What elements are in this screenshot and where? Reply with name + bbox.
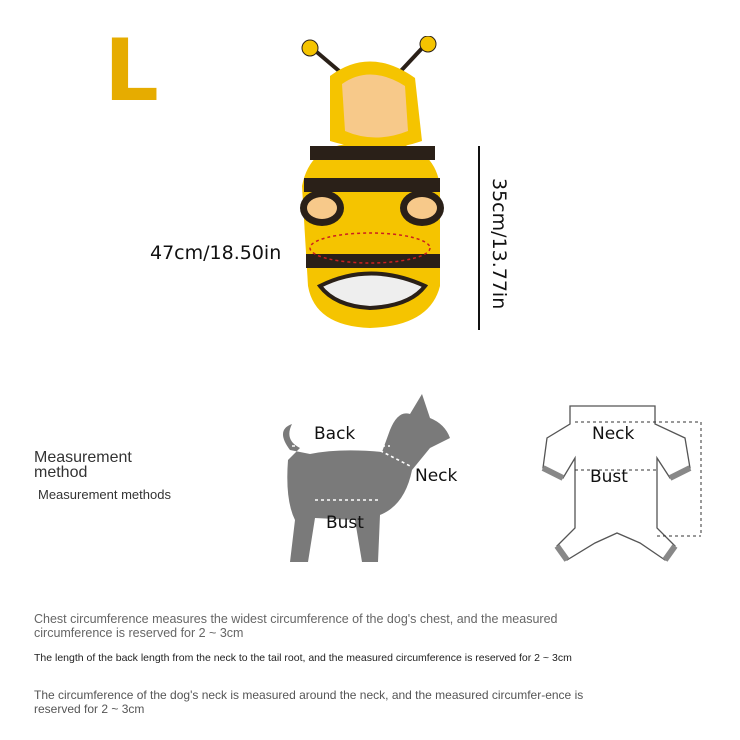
chest-measurement: 47cm/18.50in xyxy=(150,242,282,264)
dog-neck-label: Neck xyxy=(415,466,458,486)
hood-lining xyxy=(342,74,408,137)
length-measure-line xyxy=(478,146,480,330)
neck-note: The circumference of the dog's neck is measured around the neck, and the measured circumfer-ence is reserved for 2 ~ 3cm xyxy=(34,688,584,716)
back-note: The length of the back length from the neck to the tail root, and the measured circumference is reserved for 2 ~ 3cm xyxy=(34,652,572,664)
method-subtitle: Measurement methods xyxy=(38,487,171,502)
right-antenna-ball xyxy=(420,36,436,52)
dog-bust-label: Bust xyxy=(326,513,364,533)
dog-back-label: Back xyxy=(314,424,356,444)
length-measurement: 35cm/13.77in xyxy=(488,178,510,310)
garment-neck-label: Neck xyxy=(592,424,635,444)
stripe-1 xyxy=(310,146,435,160)
bee-hoodie-image xyxy=(290,36,450,336)
size-label: L xyxy=(104,21,159,121)
garment-bust-label: Bust xyxy=(590,467,628,487)
chest-note: Chest circumference measures the widest circumference of the dog's chest, and the measured circumference is reserved for 2 ~ 3cm xyxy=(34,612,558,640)
method-title: Measurement method xyxy=(34,449,132,481)
stripe-2 xyxy=(304,178,440,192)
left-antenna-ball xyxy=(302,40,318,56)
